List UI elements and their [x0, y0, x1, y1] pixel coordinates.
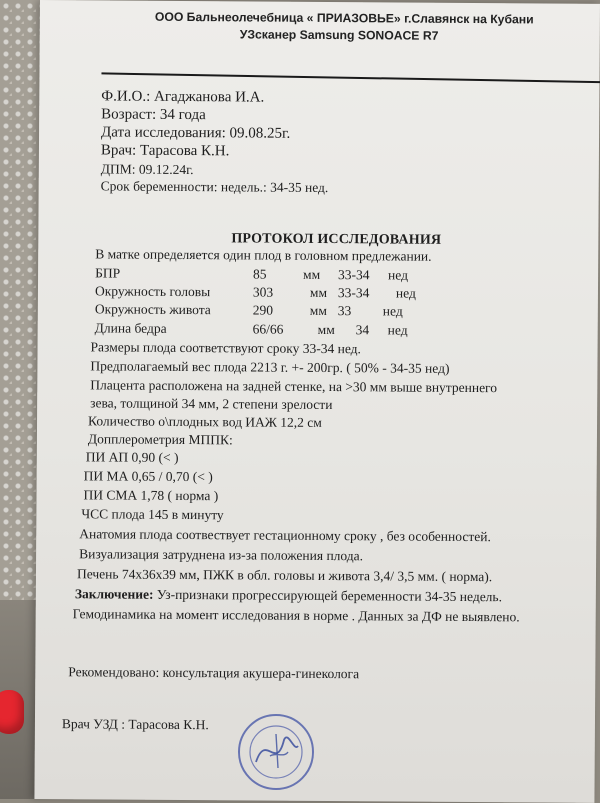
doppler-item: ПИ СМА 1,78 ( норма ): [83, 487, 219, 504]
heart-rate: ЧСС плода 145 в минуту: [81, 506, 224, 523]
pregnancy-term: Срок беременности: недель.: 34-35 нед.: [100, 178, 329, 196]
ultrasound-report-sheet: [34, 0, 600, 803]
measurement-unit: мм: [317, 321, 335, 338]
measurement-suffix: нед: [388, 267, 409, 283]
measurement-name: Окружность головы: [94, 283, 211, 300]
conclusion-line-2: Гемодинамика на момент исследования в норме . Данных за ДФ не выявлено.: [72, 606, 520, 625]
liver-line: Печень 74х36х39 мм, ПЖК в обл. головы и живота 3,4/ 3,5 мм. ( норма).: [76, 566, 493, 585]
conclusion-text: Уз-признаки прогрессирующей беременности 34-35 недель.: [153, 586, 503, 605]
anatomy-line: Анатомия плода соотвествует гестационному сроку , без особенностей.: [79, 526, 491, 545]
measurement-weeks: 33-34: [338, 267, 370, 283]
measurement-suffix: нед: [382, 303, 403, 319]
measurement-name: БПР: [95, 265, 121, 281]
doctor-stamp: [236, 712, 316, 792]
measurement-name: Окружность живота: [94, 301, 211, 318]
patient-age: Возраст: 34 года: [101, 106, 206, 124]
protocol-title: ПРОТОКОЛ ИССЛЕДОВАНИЯ: [231, 231, 442, 248]
device-name: УЗсканер Samsung SONOACE R7: [239, 27, 439, 43]
recommendation: Рекомендовано: консультация акушера-гинеколога: [68, 664, 360, 682]
measurement-unit: мм: [309, 302, 327, 319]
measurement-unit: мм: [309, 284, 328, 301]
patient-name: Ф.И.О.: Агаджанова И.А.: [101, 88, 265, 106]
measurement-weeks: 33: [337, 303, 352, 319]
estimated-weight: Предполагаемый вес плода 2213 г. +- 200гр. ( 50% - 34-35 нед): [90, 358, 450, 376]
uterus-line: В матке определяется один плод в головном предлежании.: [95, 246, 432, 264]
conclusion-line-1: [75, 586, 502, 605]
fetal-size-summary: Размеры плода соответствуют сроку 33-34 нед.: [90, 339, 362, 357]
doctor-name: Врач: Тарасова К.Н.: [100, 142, 230, 160]
placenta-line-1: Плацента расположена на задней стенке, на >30 мм выше внутреннего: [90, 377, 498, 396]
measurement-value: 303: [252, 284, 274, 300]
conclusion-label: Заключение:: [74, 586, 154, 602]
measurement-weeks: 33-34: [337, 285, 370, 301]
doctor-signature-line: Врач УЗД : Тарасова К.Н.: [61, 716, 209, 733]
clinic-name: ООО Бальнеолечебница « ПРИАЗОВЬЕ» г.Славянск на Кубани: [154, 9, 534, 27]
placenta-line-2: зева, толщиной 34 мм, 2 степени зрелости: [90, 395, 333, 413]
amniotic-fluid: Количество о\плодных вод ИАЖ 12,2 см: [88, 413, 322, 430]
measurement-name: Длина бедра: [94, 320, 167, 336]
red-cap: [0, 690, 24, 734]
measurement-unit: мм: [303, 266, 321, 282]
doppler-title: Допплерометрия МППК:: [87, 431, 233, 448]
measurement-value: 290: [252, 302, 274, 318]
measurement-weeks: 34: [355, 322, 370, 338]
measurement-suffix: нед: [395, 285, 416, 301]
doppler-item: ПИ МА 0,65 / 0,70 (< ): [83, 468, 213, 485]
last-menstrual-period: ДПМ: 09.12.24г.: [100, 161, 194, 178]
doppler-item: ПИ АП 0,90 (< ): [85, 449, 179, 465]
header-divider: [101, 72, 600, 83]
visualization-line: Визуализация затруднена из-за положения плода.: [79, 546, 364, 564]
measurement-value: 85: [253, 266, 267, 282]
measurement-suffix: нед: [387, 322, 408, 338]
exam-date: Дата исследования: 09.08.25г.: [101, 124, 291, 142]
measurement-value: 66/66: [252, 321, 284, 337]
